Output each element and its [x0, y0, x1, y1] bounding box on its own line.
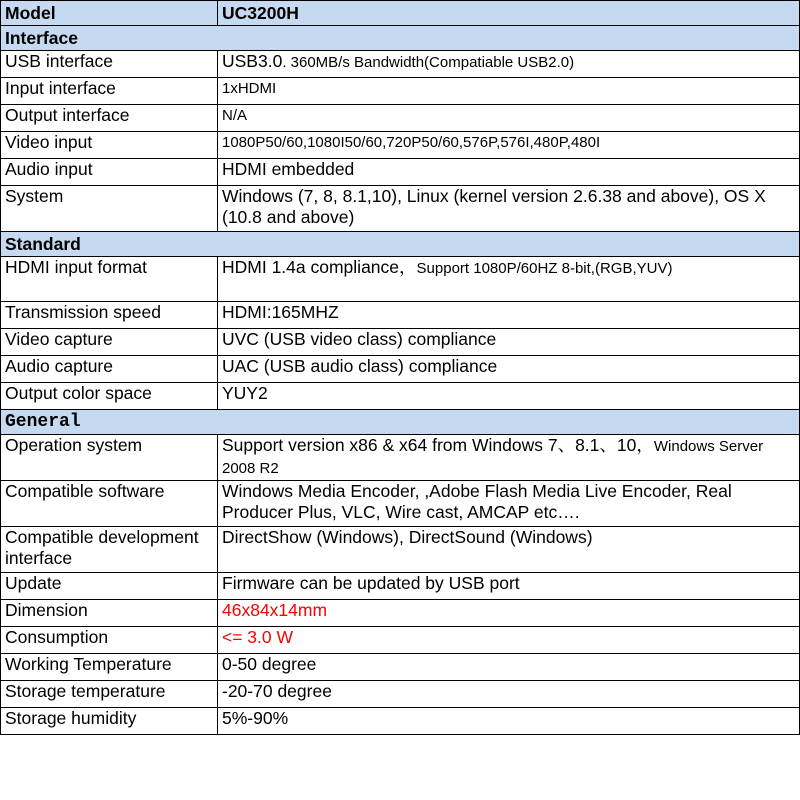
- os-support: Support version x86 & x64 from Windows 7、8.1、10，: [222, 435, 654, 455]
- row-value: [218, 435, 800, 481]
- model-label: Model: [1, 1, 218, 26]
- row-label: HDMI input format: [1, 257, 218, 302]
- table-row: [1, 600, 800, 627]
- row-label: Consumption: [1, 627, 218, 654]
- row-label: System: [1, 186, 218, 232]
- table-row: [1, 159, 800, 186]
- table-row: [1, 383, 800, 410]
- hdmi-compliance: HDMI 1.4a compliance，: [222, 257, 417, 277]
- table-row: [1, 302, 800, 329]
- row-label: Compatible development interface: [1, 527, 218, 573]
- row-value: 5%-90%: [218, 708, 800, 735]
- table-row: [1, 78, 800, 105]
- table-row: [1, 681, 800, 708]
- hdmi-support: Support 1080P/60HZ 8-bit,(RGB,YUV): [416, 260, 673, 277]
- table-row: [1, 51, 800, 78]
- row-label: Video capture: [1, 329, 218, 356]
- section-title-standard: Standard: [1, 232, 800, 257]
- table-row: [1, 105, 800, 132]
- row-label: Output interface: [1, 105, 218, 132]
- row-label: Working Temperature: [1, 654, 218, 681]
- table-row: [1, 654, 800, 681]
- section-standard: [1, 232, 800, 257]
- row-value: YUY2: [218, 383, 800, 410]
- row-label: Update: [1, 573, 218, 600]
- model-value: UC3200H: [218, 1, 800, 26]
- table-row: [1, 527, 800, 573]
- row-label: Transmission speed: [1, 302, 218, 329]
- row-label: USB interface: [1, 51, 218, 78]
- table-row: [1, 132, 800, 159]
- row-label: Audio capture: [1, 356, 218, 383]
- row-value: 0-50 degree: [218, 654, 800, 681]
- table-row: [1, 356, 800, 383]
- row-value: UVC (USB video class) compliance: [218, 329, 800, 356]
- section-interface: [1, 26, 800, 51]
- table-row: [1, 435, 800, 481]
- section-title-general: General: [1, 410, 800, 435]
- row-label: Storage temperature: [1, 681, 218, 708]
- row-label: Operation system: [1, 435, 218, 481]
- row-value: <= 3.0 W: [218, 627, 800, 654]
- row-value: N/A: [218, 105, 800, 132]
- row-value: HDMI embedded: [218, 159, 800, 186]
- section-general: [1, 410, 800, 435]
- row-label: Video input: [1, 132, 218, 159]
- table-row: [1, 329, 800, 356]
- row-label: Audio input: [1, 159, 218, 186]
- row-value: Firmware can be updated by USB port: [218, 573, 800, 600]
- row-value: DirectShow (Windows), DirectSound (Windows): [218, 527, 800, 573]
- os-server: Windows Server 2008 R2: [222, 438, 764, 477]
- row-value: -20-70 degree: [218, 681, 800, 708]
- row-value: HDMI:165MHZ: [218, 302, 800, 329]
- row-value: 46x84x14mm: [218, 600, 800, 627]
- row-value: 1xHDMI: [218, 78, 800, 105]
- row-value: Windows (7, 8, 8.1,10), Linux (kernel version 2.6.38 and above), OS X (10.8 and above): [218, 186, 800, 232]
- row-value: UAC (USB audio class) compliance: [218, 356, 800, 383]
- usb-version: USB3.0: [222, 51, 283, 71]
- table-row: [1, 573, 800, 600]
- table-row: [1, 186, 800, 232]
- row-value: Windows Media Encoder, ,Adobe Flash Media Live Encoder, Real Producer Plus, VLC, Wire cast, AMCAP etc….: [218, 481, 800, 527]
- row-label: Output color space: [1, 383, 218, 410]
- row-value: 1080P50/60,1080I50/60,720P50/60,576P,576I,480P,480I: [218, 132, 800, 159]
- row-label: Input interface: [1, 78, 218, 105]
- usb-bandwidth: . 360MB/s Bandwidth(Compatiable USB2.0): [282, 54, 575, 71]
- table-row: [1, 257, 800, 302]
- row-label: Storage humidity: [1, 708, 218, 735]
- model-header-row: [1, 1, 800, 26]
- section-title-interface: Interface: [1, 26, 800, 51]
- row-value: [218, 51, 800, 78]
- row-value: [218, 257, 800, 302]
- row-label: Compatible software: [1, 481, 218, 527]
- row-label: Dimension: [1, 600, 218, 627]
- table-row: [1, 708, 800, 735]
- table-row: [1, 627, 800, 654]
- table-row: [1, 481, 800, 527]
